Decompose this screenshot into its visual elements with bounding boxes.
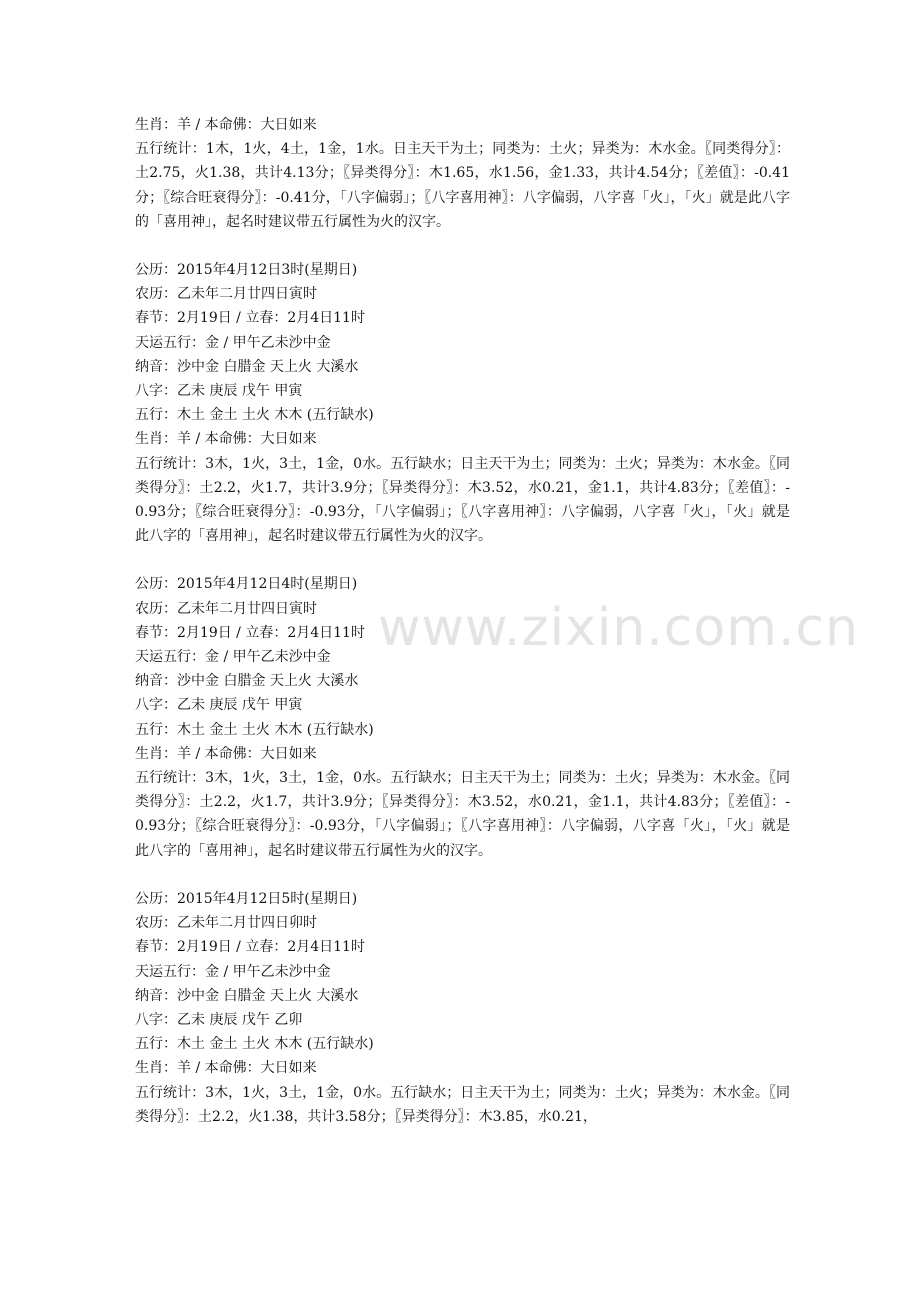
spring-festival-line: 春节：2月19日 / 立春：2月4日11时 (135, 624, 365, 641)
watermark-text: www.zixin.com.cn (378, 598, 859, 658)
spacer (135, 234, 790, 258)
wuxing-stats-paragraph: 五行统计：3木，1火，3土，1金，0水。五行缺水；日主天干为土；同类为：土火；异类为：木水金。〖同类得分〗：土2.2，火1.38，共计3.58分；〖异类得分〗：木3.85，水0.21， (135, 1084, 790, 1125)
spring-festival-line: 春节：2月19日 / 立春：2月4日11时 (135, 310, 365, 327)
zodiac-line: 生肖：羊 / 本命佛：大日如来 (135, 745, 317, 762)
entry-block (135, 258, 790, 548)
tianyun-line: 天运五行：金 / 甲午乙未沙中金 (135, 334, 331, 351)
entry-block (135, 887, 790, 1129)
wuxing-line: 五行：木土 金土 土火 木木 (五行缺水) (135, 407, 374, 424)
wuxing-line: 五行：木土 金土 土火 木木 (五行缺水) (135, 721, 374, 738)
entry-block (135, 572, 790, 862)
tianyun-line: 天运五行：金 / 甲午乙未沙中金 (135, 963, 331, 980)
bazi-line: 八字：乙未 庚辰 戊午 甲寅 (135, 697, 303, 714)
wuxing-stats-paragraph: 五行统计：3木，1火，3土，1金，0水。五行缺水；日主天干为土；同类为：土火；异类为：木水金。〖同类得分〗：土2.2，火1.7，共计3.9分；〖异类得分〗：木3.52，水0.21，金1.1，共计4.83分；〖差值〗：-0.93分；〖综合旺衰得分〗：-0.93分，「八字偏弱」；〖八字喜用神〗：八字偏弱，八字喜「火」，「火」就是此八字的「喜用神」，起名时建议带五行属性为火的汉字。 (135, 455, 790, 545)
lunar-date-line: 农历：乙未年二月廿四日寅时 (135, 600, 317, 617)
spacer (135, 548, 790, 572)
spring-festival-line: 春节：2月19日 / 立春：2月4日11时 (135, 939, 365, 956)
zodiac-line: 生肖：羊 / 本命佛：大日如来 (135, 1060, 317, 1077)
tianyun-line: 天运五行：金 / 甲午乙未沙中金 (135, 649, 331, 666)
bazi-line: 八字：乙未 庚辰 戊午 乙卯 (135, 1011, 303, 1028)
solar-date-line: 公历：2015年4月12日5时(星期日) (135, 890, 358, 907)
solar-date-line: 公历：2015年4月12日3时(星期日) (135, 262, 358, 279)
document-page (135, 113, 790, 1129)
spacer (135, 863, 790, 887)
wuxing-line: 五行：木土 金土 土火 木木 (五行缺水) (135, 1036, 374, 1053)
intro-block (135, 113, 790, 234)
zodiac-line: 生肖：羊 / 本命佛：大日如来 (135, 117, 317, 133)
wuxing-stats-paragraph: 五行统计：3木，1火，3土，1金，0水。五行缺水；日主天干为土；同类为：土火；异类为：木水金。〖同类得分〗：土2.2，火1.7，共计3.9分；〖异类得分〗：木3.52，水0.21，金1.1，共计4.83分；〖差值〗：-0.93分；〖综合旺衰得分〗：-0.93分，「八字偏弱」；〖八字喜用神〗：八字偏弱，八字喜「火」，「火」就是此八字的「喜用神」，起名时建议带五行属性为火的汉字。 (135, 770, 790, 859)
nayin-line: 纳音：沙中金 白腊金 天上火 大溪水 (135, 673, 359, 690)
wuxing-stats-paragraph: 五行统计：1木，1火，4土，1金，1水。日主天干为土；同类为：土火；异类为：木水金。〖同类得分〗：土2.75，火1.38，共计4.13分；〖异类得分〗：木1.65，水1.56，金1.33，共计4.54分；〖差值〗：-0.41分；〖综合旺衰得分〗：-0.41分，「八字偏弱」；〖八字喜用神〗：八字偏弱，八字喜「火」，「火」就是此八字的「喜用神」，起名时建议带五行属性为火的汉字。 (135, 141, 790, 230)
solar-date-line: 公历：2015年4月12日4时(星期日) (135, 576, 358, 593)
bazi-line: 八字：乙未 庚辰 戊午 甲寅 (135, 383, 303, 400)
lunar-date-line: 农历：乙未年二月廿四日卯时 (135, 915, 317, 932)
nayin-line: 纳音：沙中金 白腊金 天上火 大溪水 (135, 358, 359, 375)
nayin-line: 纳音：沙中金 白腊金 天上火 大溪水 (135, 987, 359, 1004)
zodiac-line: 生肖：羊 / 本命佛：大日如来 (135, 431, 317, 448)
lunar-date-line: 农历：乙未年二月廿四日寅时 (135, 286, 317, 303)
